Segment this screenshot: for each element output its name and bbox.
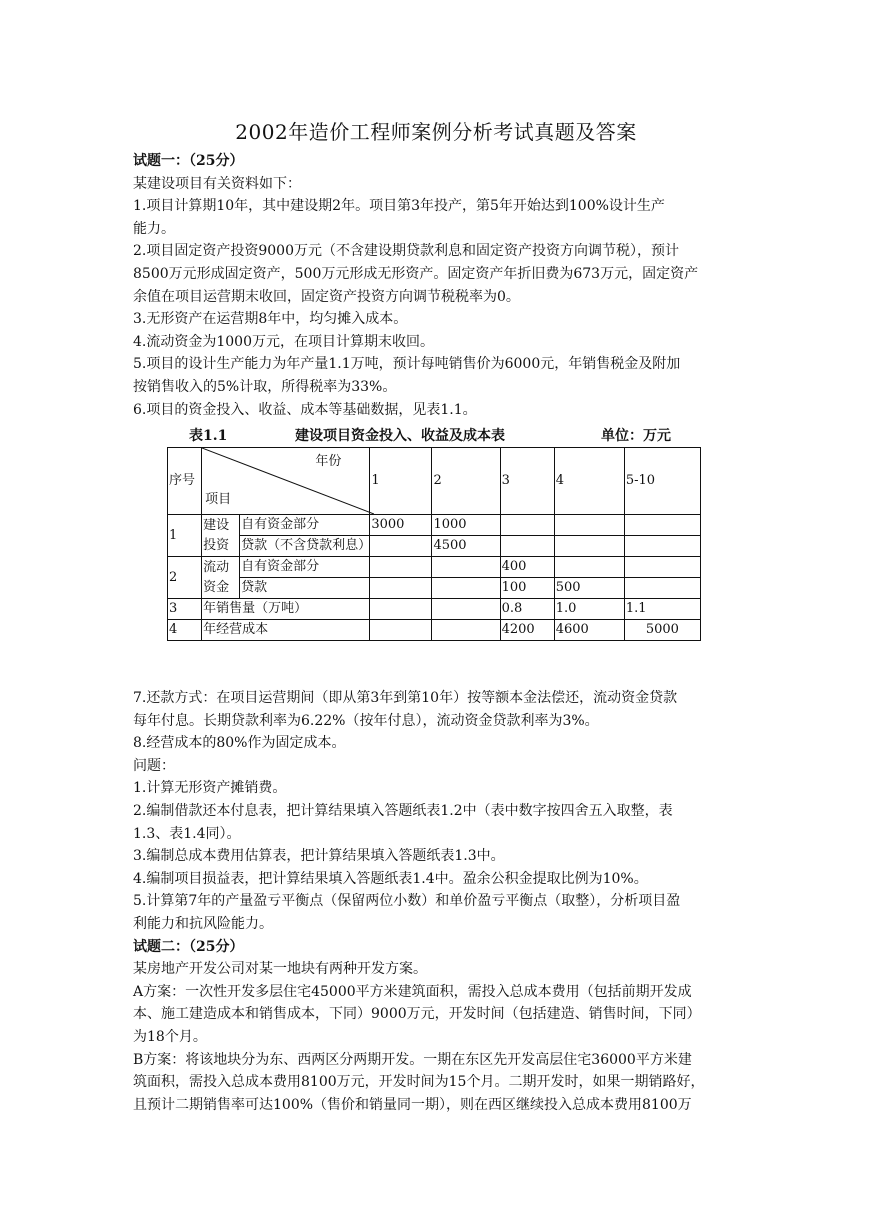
table-cell: [624, 578, 700, 599]
header-year: 5-10: [624, 448, 700, 515]
text-line: 8500万元形成固定资产，500万元形成无形资产。固定资产年折旧费为673万元，固定资产: [133, 265, 699, 282]
table-cell: [432, 620, 500, 641]
table-cell: [432, 599, 500, 620]
text-line: 5.计算第7年的产量盈亏平衡点（保留两位小数）和单价盈亏平衡点（取整），分析项目盈: [133, 893, 681, 910]
text-line: 且预计二期销售率可达100%（售价和销量同一期），则在西区继续投入总成本费用8100万: [133, 1096, 692, 1113]
table-row: [168, 599, 701, 620]
row-label: 年经营成本: [202, 620, 370, 641]
table-cell: [370, 620, 432, 641]
table-cell: 500: [554, 578, 624, 599]
table-cell: [500, 536, 554, 557]
row-label: 贷款: [240, 578, 370, 599]
table-cell: [554, 557, 624, 578]
header-item-label: 项目: [205, 492, 232, 507]
table-cell: 4500: [432, 536, 500, 557]
text-line: 3.编制总成本费用估算表，把计算结果填入答题纸表1.3中。: [133, 848, 505, 865]
row-label: 贷款（不含贷款利息）: [240, 536, 370, 557]
text-line: 7.还款方式：在项目运营期间（即从第3年到第10年）按等额本金法偿还，流动资金贷款: [133, 690, 678, 706]
document-title: 2002年造价工程师案例分析考试真题及答案: [235, 120, 637, 144]
header-seq: 序号: [168, 448, 202, 515]
header-year: 4: [554, 448, 624, 515]
text-line: B方案：将该地块分为东、西两区分两期开发。一期在东区先开发高层住宅36000平方米建: [133, 1051, 692, 1068]
row-group: 流动资金: [202, 557, 240, 599]
text-line: 某房地产开发公司对某一地块有两种开发方案。: [133, 961, 427, 978]
text-line: 5.项目的设计生产能力为年产量1.1万吨，预计每吨销售价为6000元，年销售税金及附加: [133, 356, 681, 373]
text-line: 8.经营成本的80%作为固定成本。: [133, 735, 346, 752]
table-cell: [554, 536, 624, 557]
table-number: 表1.1: [189, 428, 228, 444]
table-header-row: [168, 448, 701, 515]
table-cell: [554, 515, 624, 536]
table-name: 建设项目资金投入、收益及成本表: [295, 428, 505, 444]
table-caption: [133, 425, 739, 445]
row-label: 自有资金部分: [240, 557, 370, 578]
table-cell: [432, 557, 500, 578]
table-cell: 4600: [554, 620, 624, 641]
text-line: 某建设项目有关资料如下：: [133, 175, 301, 192]
question1-rest-and-question2: [133, 687, 739, 1116]
question1-heading: 试题一：（25分）: [133, 153, 244, 169]
row-seq: 1: [168, 515, 202, 557]
text-line: 为18个月。: [133, 1028, 207, 1045]
header-diagonal-cell: [202, 448, 370, 515]
text-line: 2.项目固定资产投资9000万元（不含建设期贷款利息和固定资产投资方向调节税），预计: [133, 243, 679, 260]
text-line: 利能力和抗风险能力。: [133, 915, 273, 932]
text-line: 3.无形资产在运营期8年中，均匀摊入成本。: [133, 311, 408, 328]
table-cell: [370, 578, 432, 599]
text-line: 能力。: [133, 220, 175, 237]
row-label: 年销售量（万吨）: [202, 599, 370, 620]
header-year: 2: [432, 448, 500, 515]
table-row: [168, 536, 701, 557]
table-cell: 4200: [500, 620, 554, 641]
header-year: 1: [370, 448, 432, 515]
table-cell: 100: [500, 578, 554, 599]
table-cell: [370, 536, 432, 557]
header-year-label: 年份: [315, 454, 342, 469]
table-cell: [370, 557, 432, 578]
text-line: 1.项目计算期10年，其中建设期2年。项目第3年投产，第5年开始达到100%设计生产: [133, 198, 665, 215]
table-unit: 单位：万元: [601, 428, 671, 444]
text-line: 问题：: [133, 757, 175, 774]
table-cell: [624, 515, 700, 536]
text-line: 本、施工建造成本和销售成本，下同）9000万元，开发时间（包括建造、销售时间，下同）: [133, 1006, 701, 1023]
table-row: [168, 578, 701, 599]
table-row: [168, 620, 701, 641]
table-cell: [624, 536, 700, 557]
table-cell: [432, 578, 500, 599]
table-cell: 3000: [370, 515, 432, 536]
text-line: 6.项目的资金投入、收益、成本等基础数据，见表1.1。: [133, 401, 477, 418]
table-cell: [370, 599, 432, 620]
table-row: [168, 557, 701, 578]
text-line: A方案：一次性开发多层住宅45000平方米建筑面积，需投入总成本费用（包括前期开发成: [133, 983, 692, 1000]
row-group: 建设投资: [202, 515, 240, 557]
text-line: 余值在项目运营期末收回，固定资产投资方向调节税税率为0。: [133, 288, 520, 305]
row-label: 自有资金部分: [240, 515, 370, 536]
data-table: [167, 447, 701, 641]
table-row: [168, 515, 701, 536]
header-year: 3: [500, 448, 554, 515]
text-line: 4.流动资金为1000万元，在项目计算期末收回。: [133, 333, 434, 350]
text-line: 1.3、表1.4同）。: [133, 825, 241, 842]
row-seq: 3: [168, 599, 202, 620]
row-seq: 2: [168, 557, 202, 599]
text-line: 每年付息。长期贷款利率为6.22%（按年付息），流动资金贷款利率为3%。: [133, 712, 599, 729]
row-seq: 4: [168, 620, 202, 641]
table-cell: 1000: [432, 515, 500, 536]
table-cell: 5000: [624, 620, 700, 641]
text-line: 4.编制项目损益表，把计算结果填入答题纸表1.4中。盈余公积金提取比例为10%。: [133, 870, 648, 887]
question2-heading: 试题二：（25分）: [133, 938, 244, 955]
table-cell: [624, 557, 700, 578]
question1-intro: [133, 150, 739, 421]
table-cell: 1.1: [624, 599, 700, 620]
text-line: 筑面积，需投入总成本费用8100万元，开发时间为15个月。二期开发时，如果一期销路好，: [133, 1074, 705, 1091]
table-cell: 400: [500, 557, 554, 578]
text-line: 2.编制借款还本付息表，把计算结果填入答题纸表1.2中（表中数字按四舍五入取整，表: [133, 802, 673, 819]
text-line: 按销售收入的5%计取，所得税率为33%。: [133, 378, 397, 395]
table-cell: 1.0: [554, 599, 624, 620]
text-line: 1.计算无形资产摊销费。: [133, 780, 287, 797]
table-cell: [500, 515, 554, 536]
table-cell: 0.8: [500, 599, 554, 620]
